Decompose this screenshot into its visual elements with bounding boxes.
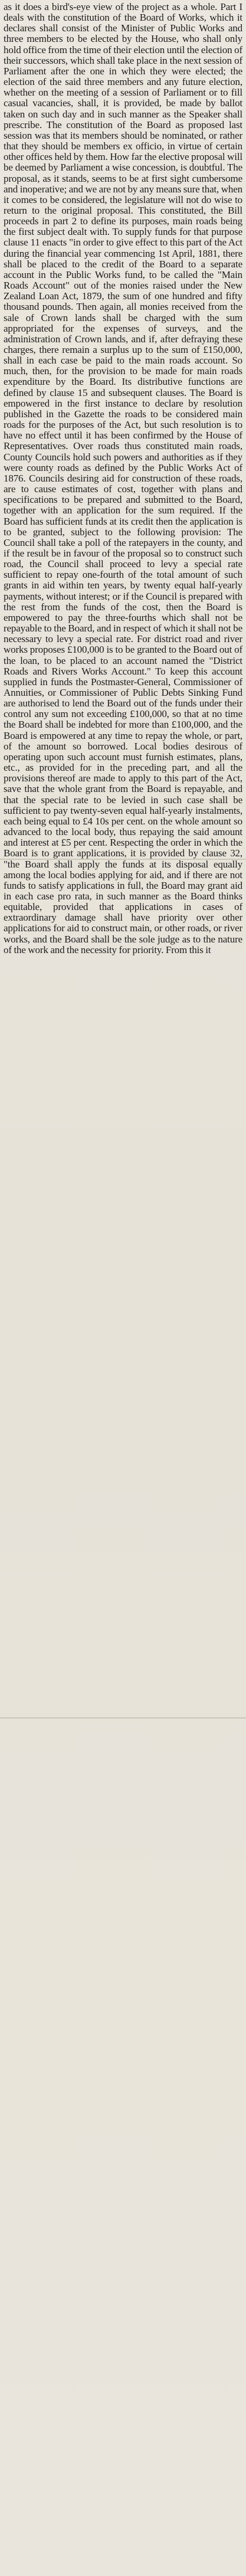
page-fold-line: [0, 1717, 246, 1719]
article-paragraph: as it does a bird's-eye view of the project as a whole. Part I deals with the constitution of the Board of Works, which it declares shall consist of the Minister of Public Works and three members to be elected by the House, who shall only hold office from the time of their election until the election of their successors, which shall take place in the next session of Parliament after the one in which they were elected; the election of the said three members and any future election, whether on the meeting of a session of Parliament or to fill casual vacancies, shall, it is provided, be made by ballot taken on such day and in such manner as the Speaker shall prescribe. The constitution of the Board as proposed last session was that its members should be nominated, or rather that they should be members ex officio, in virtue of certain other offices held by them. How far the elective proposal will be deemed by Parliament a wise concession, is doubtful. The proposal, as it stands, seems to be at first sight cumbersome and inoperative; and we are not by any means sure that, when it comes to be considered, the legislature will not do wise to return to the original proposal. This constituted, the Bill proceeds in part 2 to define its purposes, main roads being the first subject dealt with. To supply funds for that purpose clause 11 enacts "in order to give effect to this part of the Act during the financial year commencing 1st April, 1881, there shall be placed to the credit of the Board to a separate account in the Public Works fund, to be called the "Main Roads Account" out of the monies raised under the New Zealand Loan Act, 1879, the sum of one hundred and fifty thousand pounds. Then again, all monies received from the sale of Crown lands shall be charged with the sum appropriated for the expenses of surveys, and the administration of Crown lands, and if, after defraying these charges, there remain a surplus up to the sum of £150,000, shall in each case be paid to the main roads account. So much, then, for the provision to be made for main roads expenditure by the Board. Its distributive functions are defined by clause 15 and subsequent clauses. The Board is empowered in the first instance to declare by resolution published in the Gazette the roads to be considered main roads for the purposes of the Act, but such resolution is to have no effect until it has been confirmed by the House of Representatives. Over roads thus constituted main roads, County Councils hold such powers and authorities as if they were county roads as defined by the Public Works Act of 1876. Councils desiring aid for construction of these roads, are to cause estimates of cost, together with plans and specifications to be prepared and submitted to the Board, together with an application for the sum required. If the Board has sufficient funds at its credit then the application is to be granted, subject to the following provision: The Council shall take a poll of the ratepayers in the county, and if the result be in favour of the proposal so to construct such road, the Council shall proceed to levy a special rate sufficient to repay one-fourth of the total amount of such grants in aid within ten years, by twenty equal half-yearly payments, without interest; or if the Council is prepared with the rest from the funds of the cost, then the Board is empowered to pay the three-fourths which shall not be repayable to the Board, and in respect of which it shall not be necessary to levy a special rate. For district road and river works proposes £100,000 is to be granted to the Board out of the loan, to be placed to an account named the "District Roads and Rivers Works Account." To keep this account supplied in funds the Postmaster-General, Commissioner of Annuities, or Commissioner of Public Debts Sinking Fund are authorised to lend the Board out of the funds under their control any sum not exceeding £100,000, so that at no time the Board shall be indebted for more than £100,000, and the Board is empowered at any time to repay the whole, or part, of the amount so borrowed. Local bodies desirous of operating upon such account must furnish estimates, plans, etc., as provided for in the preceding part, and all the provisions thereof are made to apply to this part of the Act, save that the whole grant from the Board is repayable, and that the special rate to be levied in such case shall be sufficient to pay twenty-seven equal half-yearly instalments, each being equal to £4 10s per cent. on the whole amount so advanced to the local body, thus repaying the said amount and interest at £5 per cent. Respecting the order in which the Board is to grant applications, it is provided by clause 32, "the Board shall apply the funds at its disposal equally among the local bodies applying for aid, and if there are not funds to satisfy applications in full, the Board may grant aid in each case pro rata, in such manner as the Board thinks equitable, provided that applications in cases of extraordinary damage shall have priority over other applications for aid to construct main, or other roads, or river works, and the Board shall be the sole judge as to the nature of the work and the necessity for priority. From this it: [4, 1, 242, 955]
article-column: [4, 2, 242, 955]
page-fold-line: [0, 859, 246, 860]
